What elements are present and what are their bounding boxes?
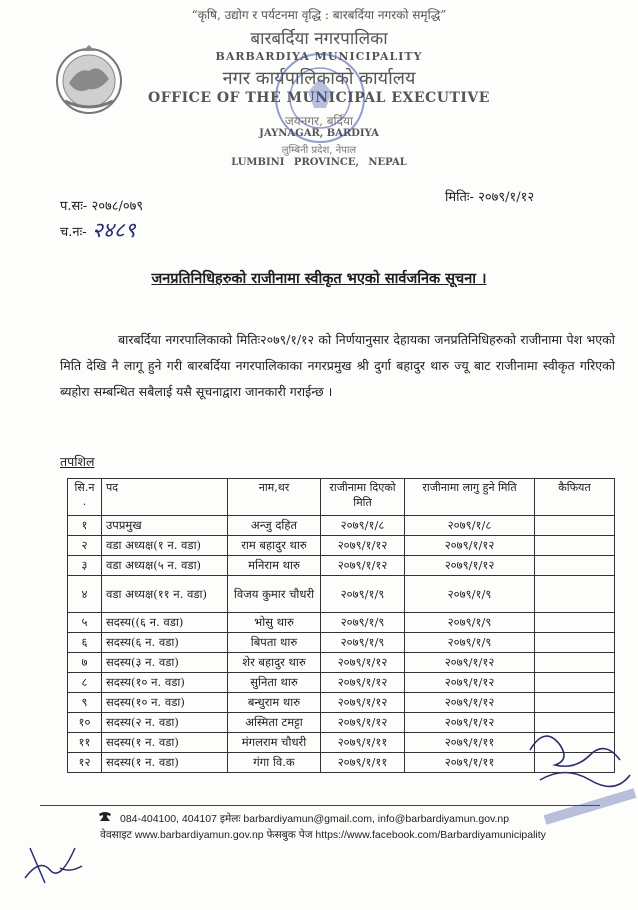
notice-body-text: बारबर्दिया नगरपालिकाको मितिः२०७९/१/१२ को निर्णयानुसार देहायका जनप्रतिनिधिहरुको राजीनामा पेश भएको मिति देखि नै लागू हुने गरी बारबर्दिया नगरपालिकाका नगरप्रमुख श्री दुर्गा बहादुर थारु ज्यू बाट राजीनामा स्वीकृत गरिएको ब्यहोरा सम्बन्धित सबैलाई यसै सूचनाद्वारा जानकारी गराईन्छ ।: [60, 332, 615, 399]
col-sn: सि.न .: [68, 479, 102, 516]
cell-post: सदस्य(३ न. वडा): [102, 653, 228, 673]
cell-submitted: २०७९/१/१२: [321, 693, 405, 713]
cell-post: सदस्य(१० न. वडा): [102, 673, 228, 693]
letter-date: मितिः- २०७९/१/१२: [445, 190, 535, 205]
cell-submitted: २०७९/१/१२: [321, 653, 405, 673]
nepal-emblem-icon: [55, 45, 123, 115]
cell-effective: २०७९/१/९: [405, 613, 535, 633]
cell-name: गंगा वि.क: [228, 753, 321, 773]
cell-name: बिपता थारु: [228, 633, 321, 653]
cell-effective: २०७९/१/१२: [405, 673, 535, 693]
notice-title: [0, 268, 638, 288]
table-row: [68, 536, 615, 556]
cell-submitted: २०७९/१/१२: [321, 556, 405, 576]
office-name-en: OFFICE OF THE MUNICIPAL EXECUTIVE: [148, 90, 490, 106]
footer-contact: 084-404100, 404107 इमेलः barbardiyamun@gmail.com, info@barbardiyamun.gov.np: [120, 813, 510, 825]
table-row: [68, 556, 615, 576]
cell-sn: १२: [68, 753, 102, 773]
signature-left-icon: [20, 828, 90, 888]
cell-name: विजय कुमार चौधरी: [228, 576, 321, 613]
col-effective: राजीनामा लागु हुने मिति: [405, 479, 535, 516]
cell-sn: १०: [68, 713, 102, 733]
footer-divider: [40, 805, 600, 806]
cell-name: मनिराम थारु: [228, 556, 321, 576]
cell-name: राम बहादुर थारु: [228, 536, 321, 556]
cell-effective: २०७९/१/१२: [405, 536, 535, 556]
col-name: नाम,थर: [228, 479, 321, 516]
cell-effective: २०७९/१/१२: [405, 713, 535, 733]
cell-remark: [535, 516, 615, 536]
cell-remark: [535, 693, 615, 713]
table-row: [68, 693, 615, 713]
address-np: जयनगर, बर्दिया: [284, 114, 354, 128]
cell-name: अस्मिता टमट्टा: [228, 713, 321, 733]
cell-effective: २०७९/१/९: [405, 633, 535, 653]
cell-submitted: २०७९/१/१२: [321, 536, 405, 556]
phone-icon: [97, 810, 113, 824]
table-header-row: [68, 479, 615, 516]
cell-post: सदस्य(२ न. वडा): [102, 713, 228, 733]
cell-post: वडा अध्यक्ष(१ न. वडा): [102, 536, 228, 556]
cell-name: सुनिता थारु: [228, 673, 321, 693]
cell-name: मंगलराम चौधरी: [228, 733, 321, 753]
province-en: LUMBINI PROVINCE, NEPAL: [231, 157, 407, 168]
table-row: [68, 633, 615, 653]
cell-sn: ९: [68, 693, 102, 713]
cell-sn: २: [68, 536, 102, 556]
cell-submitted: २०७९/१/१२: [321, 673, 405, 693]
cell-sn: ८: [68, 673, 102, 693]
cell-effective: २०७९/१/१२: [405, 556, 535, 576]
chalani-number: २४८९: [92, 218, 136, 242]
cell-sn: ६: [68, 633, 102, 653]
cell-remark: [535, 556, 615, 576]
cell-post: सदस्य(१० न. वडा): [102, 693, 228, 713]
cell-submitted: २०७९/१/११: [321, 733, 405, 753]
cell-post: सदस्य(६ न. वडा): [102, 633, 228, 653]
cell-effective: २०७९/१/८: [405, 516, 535, 536]
cell-sn: ११: [68, 733, 102, 753]
footer-web: वेवसाइट www.barbardiyamun.gov.np फेसबुक पेज https://www.facebook.com/Barbardiyamunicipality: [100, 829, 546, 841]
cell-submitted: २०७९/१/९: [321, 633, 405, 653]
col-remark: कैफियत: [535, 479, 615, 516]
notice-title-text: जनप्रतिनिधिहरुको राजीनामा स्वीकृत भएको सार्वजनिक सूचना ।: [151, 270, 487, 287]
table-row: [68, 576, 615, 613]
cell-post: उपप्रमुख: [102, 516, 228, 536]
cell-post: सदस्य(१ न. वडा): [102, 733, 228, 753]
table-row: [68, 516, 615, 536]
cell-post: सदस्य((६ न. वडा): [102, 613, 228, 633]
cell-submitted: २०७९/१/११: [321, 753, 405, 773]
cell-remark: [535, 653, 615, 673]
office-name-np: नगर कार्यपालिकाको कार्यालय: [222, 68, 416, 89]
cell-effective: २०७९/१/९: [405, 576, 535, 613]
cell-effective: २०७९/१/११: [405, 733, 535, 753]
official-seal-icon: [540, 785, 638, 825]
cell-remark: [535, 673, 615, 693]
notice-body: [60, 327, 615, 405]
cell-sn: ४: [68, 576, 102, 613]
header-slogan: “कृषि, उद्योग र पर्यटनमा वृद्धि : बारबर्दिया नगरको समृद्धि”: [191, 8, 447, 22]
cell-submitted: २०७९/१/८: [321, 516, 405, 536]
cell-sn: ५: [68, 613, 102, 633]
office-stamp-icon: [270, 48, 370, 148]
cell-name: अन्जु दहित: [228, 516, 321, 536]
cell-submitted: २०७९/१/९: [321, 613, 405, 633]
cell-name: भोसु थारु: [228, 613, 321, 633]
table-row: [68, 613, 615, 633]
cell-submitted: २०७९/१/१२: [321, 713, 405, 733]
cell-effective: २०७९/१/११: [405, 753, 535, 773]
municipality-name-np: बारबर्दिया नगरपालिका: [250, 29, 388, 49]
chalani-label: च.नः-: [60, 225, 87, 240]
table-row: [68, 653, 615, 673]
cell-sn: ७: [68, 653, 102, 673]
cell-post: वडा अध्यक्ष(११ न. वडा): [102, 576, 228, 613]
province-np: लुम्बिनी प्रदेश, नेपाल: [281, 145, 357, 156]
cell-remark: [535, 576, 615, 613]
cell-post: सदस्य(१ न. वडा): [102, 753, 228, 773]
reference-number: प.सः- २०७८/०७९: [60, 199, 144, 214]
address-en: JAYNAGAR, BARDIYA: [259, 128, 379, 139]
cell-sn: ३: [68, 556, 102, 576]
cell-post: वडा अध्यक्ष(५ न. वडा): [102, 556, 228, 576]
col-submitted: राजीनामा दिएको मिति: [321, 479, 405, 516]
cell-effective: २०७९/१/१२: [405, 693, 535, 713]
municipality-name-en: BARBARDIYA MUNICIPALITY: [215, 50, 423, 63]
cell-effective: २०७९/१/१२: [405, 653, 535, 673]
details-subheading: तपशिल: [60, 454, 95, 469]
col-post: पद: [102, 479, 228, 516]
cell-remark: [535, 536, 615, 556]
table-row: [68, 673, 615, 693]
cell-remark: [535, 613, 615, 633]
cell-submitted: २०७९/१/९: [321, 576, 405, 613]
cell-name: बन्धुराम थारु: [228, 693, 321, 713]
cell-remark: [535, 633, 615, 653]
cell-name: शेर बहादुर थारु: [228, 653, 321, 673]
cell-sn: १: [68, 516, 102, 536]
